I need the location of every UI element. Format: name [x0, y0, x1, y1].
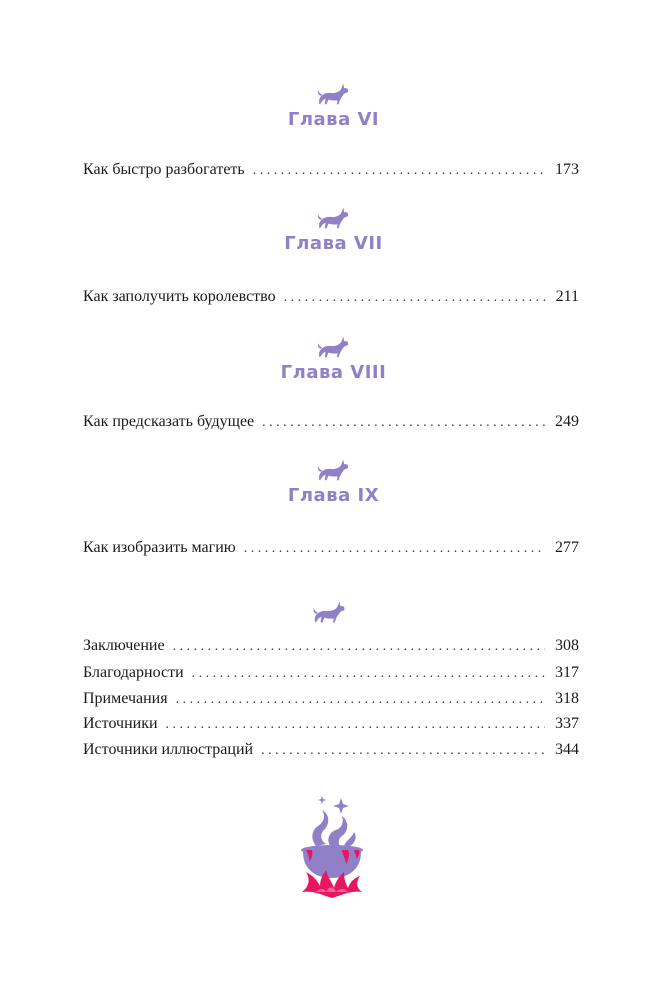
unicorn-icon: [315, 81, 353, 107]
toc-entry-label: Источники иллюстраций: [83, 741, 254, 758]
chapter-title: Глава VII: [284, 233, 383, 254]
chapter-heading-9: [0, 457, 667, 506]
dot-leader: [176, 690, 545, 710]
unicorn-icon: [315, 205, 353, 231]
toc-entry-label: Как изобразить магию: [83, 539, 236, 556]
toc-entry[interactable]: [83, 663, 579, 684]
toc-entry-page: 211: [555, 288, 579, 305]
chapter-heading-8: [0, 334, 667, 383]
cauldron-icon: [296, 792, 368, 900]
toc-entry-page: 337: [555, 715, 579, 732]
chapter-title: Глава VIII: [280, 362, 387, 383]
toc-entry-page: 173: [555, 161, 579, 178]
unicorn-icon: [315, 334, 353, 360]
toc-entry-label: Примечания: [83, 690, 168, 707]
toc-entry-label: Как заполучить королевство: [83, 288, 276, 305]
toc-entry-label: Заключение: [83, 637, 165, 654]
chapter-title: Глава IX: [287, 485, 380, 506]
toc-entry[interactable]: [83, 538, 579, 559]
dot-leader: [173, 637, 545, 657]
toc-entry-label: Как предсказать будущее: [83, 413, 255, 430]
dot-leader: [262, 413, 545, 433]
toc-entry[interactable]: [83, 689, 579, 710]
toc-entry-page: 308: [555, 637, 579, 654]
chapter-title: Глава VI: [287, 109, 380, 130]
dot-leader: [253, 161, 545, 181]
toc-entry-page: 344: [555, 741, 579, 758]
toc-entry[interactable]: [83, 160, 579, 181]
toc-entry-page: 249: [555, 413, 579, 430]
chapter-heading-6: [0, 81, 667, 130]
toc-entry-label: Как быстро разбогатеть: [83, 161, 245, 178]
dot-leader: [192, 664, 545, 684]
toc-entry-label: Благодарности: [83, 664, 184, 681]
dot-leader: [284, 288, 546, 308]
toc-entry[interactable]: [83, 412, 579, 433]
unicorn-icon: [311, 597, 349, 627]
chapter-heading-7: [0, 205, 667, 254]
toc-entry[interactable]: [83, 740, 579, 761]
dot-leader: [261, 741, 545, 761]
toc-entry-label: Источники: [83, 715, 158, 732]
dot-leader: [244, 539, 545, 559]
toc-entry[interactable]: [83, 636, 579, 657]
unicorn-icon: [315, 457, 353, 483]
toc-entry-page: 277: [555, 539, 579, 556]
toc-entry[interactable]: [83, 714, 579, 735]
toc-entry-page: 317: [555, 664, 579, 681]
toc-entry[interactable]: [83, 287, 579, 308]
toc-entry-page: 318: [555, 690, 579, 707]
dot-leader: [166, 715, 545, 735]
